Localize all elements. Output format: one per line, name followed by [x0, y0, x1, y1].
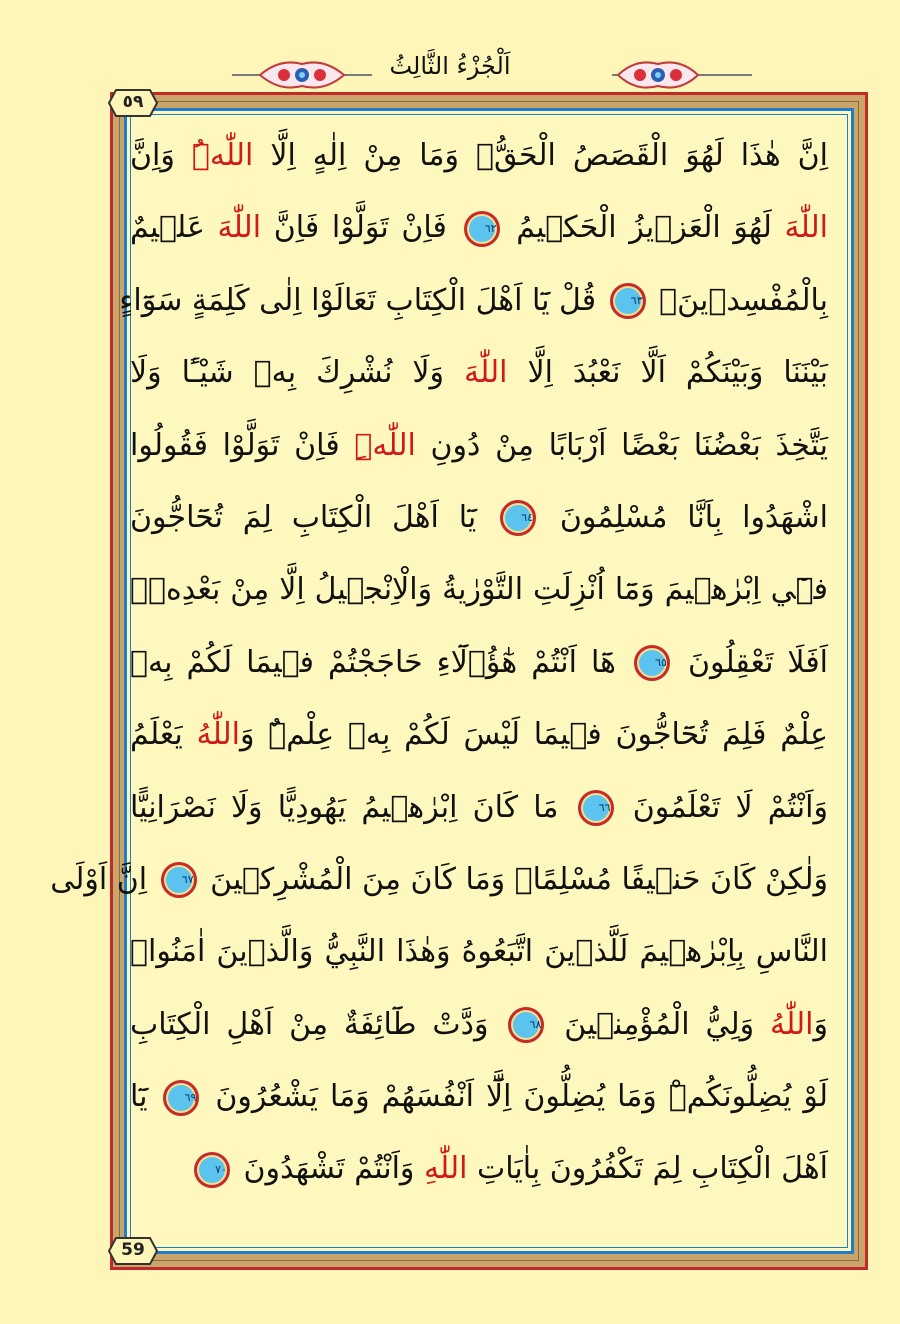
- ayah-marker-icon: ٦٨: [508, 1007, 544, 1043]
- page-number-top-label: ٥٩: [122, 92, 144, 112]
- verse-line: [130, 989, 828, 1061]
- verse-line: [50, 844, 828, 916]
- verse-text: هَٓا اَنْتُمْ هٰٓؤُ۬لَٓاءِ حَاجَجْتُمْ ف۪يمَا لَكُمْ بِه۪: [130, 644, 630, 680]
- divine-name: اللّٰهَ: [217, 210, 262, 246]
- verse-line: [130, 192, 828, 264]
- verse-text: اِنَّ اَوْلَى: [50, 861, 157, 897]
- verse-line: [119, 265, 828, 337]
- verse-text: وَدَّتْ طَٓائِفَةٌ مِنْ اَهْلِ الْكِتَابِ: [130, 1006, 505, 1042]
- verse-text: اَهْلَ الْكِتَابِ لِمَ تَكْفُرُونَ بِاٰيَاتِ: [467, 1151, 828, 1187]
- verse-line: [130, 1061, 828, 1133]
- divine-name: اللّٰهُۜ: [191, 138, 254, 173]
- verse-text: وَاَنْتُمْ لَا تَعْلَمُونَ: [617, 789, 828, 825]
- verse-line: [130, 337, 828, 409]
- verse-text: يَٓا: [130, 1079, 160, 1115]
- ayah-marker-icon: ٦٩: [163, 1080, 199, 1116]
- verse-text: بَيْنَنَا وَبَيْنَكُمْ اَلَّا نَعْبُدَ اِلَّا: [507, 355, 828, 391]
- verse-line: [130, 772, 828, 844]
- verse-text: عَل۪يمٌ: [130, 210, 218, 246]
- divine-name: اللّٰهَ: [464, 355, 508, 391]
- divine-name: اللّٰهَ: [784, 210, 829, 246]
- ayah-marker-icon: ٦٥: [634, 645, 670, 681]
- verse-text: اشْهَدُوا بِاَنَّا مُسْلِمُونَ: [540, 499, 828, 535]
- verse-text: يَتَّخِذَ بَعْضُنَا بَعْضًا اَرْبَابًا مِنْ دُونِ: [415, 427, 828, 463]
- verse-text: عِلْمٌ فَلِمَ تُحَٓاجُّونَ ف۪يمَا لَيْسَ لَكُمْ بِه۪ عِلْمٌۜ وَ: [240, 717, 828, 753]
- verse-text: لَهُوَ الْعَز۪يزُ الْحَك۪يمُ: [503, 210, 785, 246]
- verse-text: وَاَنْتُمْ تَشْهَدُونَ: [233, 1151, 424, 1187]
- verse-text: اَفَلَا تَعْقِلُونَ: [673, 644, 829, 680]
- verse-text: فَاِنْ تَوَلَّوْا فَاِنَّ: [261, 210, 460, 246]
- divine-name: اللّٰهُ: [770, 1006, 814, 1042]
- juz-title: اَلْجُزْءُ الثَّالِثُ: [389, 52, 511, 80]
- verse-text: يَعْلَمُ: [130, 717, 197, 753]
- verse-line: [130, 627, 828, 699]
- verse-line: [130, 482, 828, 554]
- ayah-marker-icon: ٦٣: [610, 283, 646, 319]
- verse-text: يَٓا اَهْلَ الْكِتَابِ لِمَ تُحَٓاجُّونَ: [130, 499, 497, 535]
- verse-line: [130, 1133, 828, 1205]
- verse-text: اِنَّ هٰذَا لَهُوَ الْقَصَصُ الْحَقُّۚ وَمَا مِنْ اِلٰهٍ اِلَّا: [253, 138, 829, 173]
- verse-text: وَلِيُّ الْمُؤْمِن۪ينَ: [548, 1006, 771, 1042]
- verse-line: [130, 916, 828, 988]
- page-number-bottom: [108, 1236, 158, 1266]
- verse-text: وَاِنَّ: [130, 138, 192, 173]
- page-number-bottom-label: 59: [121, 1240, 145, 1260]
- ayah-marker-icon: ٦٢: [464, 211, 500, 247]
- left-ornament-icon: [232, 58, 372, 92]
- ayah-marker-icon: ٧٠: [194, 1152, 230, 1188]
- verse-text: وَ: [813, 1006, 829, 1042]
- verse-text: مَا كَانَ اِبْرٰه۪يمُ يَهُودِيًّا وَلَا نَصْرَانِيًّا: [130, 789, 574, 825]
- divine-name: اللّٰهِۜ: [354, 427, 416, 463]
- right-ornament-icon: [612, 58, 752, 92]
- verse-text: لَوْ يُضِلُّونَكُمْۜ وَمَا يُضِلُّونَ اِلَّٓا اَنْفُسَهُمْ وَمَا يَشْعُرُونَ: [203, 1079, 828, 1115]
- verse-text: فَاِنْ تَوَلَّوْا فَقُولُوا: [130, 427, 355, 463]
- verse-text: وَلٰكِنْ كَانَ حَن۪يفًا مُسْلِمًاۜ وَمَا كَانَ مِنَ الْمُشْرِك۪ينَ: [200, 861, 828, 897]
- divine-name: اللّٰهُ: [196, 717, 241, 753]
- ayah-marker-icon: ٦٤: [500, 500, 536, 536]
- divine-name: اللّٰهِ: [423, 1151, 468, 1187]
- verse-text: ف۪ٓي اِبْرٰه۪يمَ وَمَٓا اُنْزِلَتِ التَّوْرٰيةُ وَالْاِنْج۪يلُ اِلَّا مِنْ بَعْدِه۪ۜ: [130, 572, 828, 608]
- verse-text: النَّاسِ بِاِبْرٰه۪يمَ لَلَّذ۪ينَ اتَّبَعُوهُ وَهٰذَا النَّبِيُّ وَالَّذ۪ينَ اٰمَنُواۜ: [130, 934, 828, 970]
- verse-text: قُلْ يَٓا اَهْلَ الْكِتَابِ تَعَالَوْا اِلٰى كَلِمَةٍ سَوَٓاءٍ: [119, 282, 606, 318]
- verse-line: [130, 410, 828, 482]
- page-number-top: [108, 88, 158, 118]
- page-header: [0, 0, 900, 95]
- verse-line: [130, 699, 828, 771]
- ayah-marker-icon: ٦٧: [161, 862, 197, 898]
- ayah-marker-icon: ٦٦: [578, 790, 614, 826]
- verse-text: وَلَا نُشْرِكَ بِه۪ شَيْـًٔا وَلَا: [130, 355, 464, 391]
- verse-text: بِالْمُفْسِد۪ينَ۟: [649, 282, 828, 318]
- verse-lines: [50, 120, 829, 1240]
- verse-line: [130, 554, 828, 626]
- verse-line: [130, 120, 828, 192]
